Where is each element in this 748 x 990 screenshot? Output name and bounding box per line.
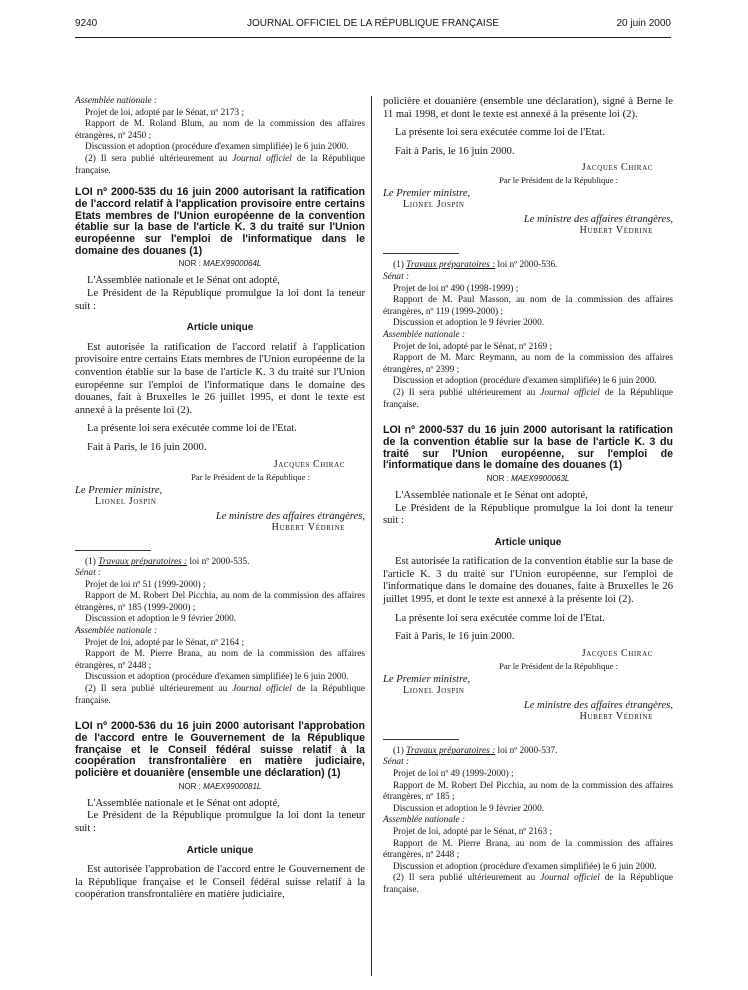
law-535-nor xyxy=(75,259,365,268)
left-column xyxy=(75,96,365,902)
page-number: 9240 xyxy=(75,18,98,29)
note-line: Rapport de M. Robert Del Picchia, au nom de la commission des affaires étrangères, nº 185 (1999-2000) ; xyxy=(75,591,365,613)
note-line: Rapport de M. Marc Reymann, au nom de la commission des affaires étrangères, nº 2399 ; xyxy=(383,353,673,375)
note-line: Discussion et adoption le 9 février 2000. xyxy=(393,803,545,814)
law-536-nor xyxy=(75,782,365,791)
note-line: Rapport de M. Roland Blum, au nom de la commission des affaires étrangères, nº 2450 ; xyxy=(75,119,365,141)
note-text: de la République française. xyxy=(383,873,674,895)
note-line: Projet de loi nº 490 (1998-1999) ; xyxy=(393,283,519,294)
law-paragraph: Fait à Paris, le 16 juin 2000. xyxy=(87,441,207,453)
signature-pm-title: Le Premier ministre, xyxy=(383,673,471,685)
note-line: Discussion et adoption (procédure d'examen simplifiée) le 6 juin 2000. xyxy=(393,861,657,872)
law-537-nor xyxy=(383,474,673,483)
note-heading-assemblee: Assemblée nationale : xyxy=(383,329,466,340)
law-paragraph: Le Président de la République promulgue la loi dont la teneur suit : xyxy=(383,502,673,527)
footnote-marker: (1) xyxy=(393,745,404,756)
signature-minister-name: Hubert Védrine xyxy=(579,225,653,237)
law-536-body xyxy=(75,798,365,902)
signature-pm-name: Lionel Jospin xyxy=(403,684,465,696)
signature-minister-name: Hubert Védrine xyxy=(579,710,653,722)
law-537-body xyxy=(383,490,673,644)
footnote-2 xyxy=(75,684,365,707)
law-paragraph: L'Assemblée nationale et le Sénat ont adopté, xyxy=(87,275,280,287)
signature-president: Jacques Chirac xyxy=(273,458,345,470)
note-line: Projet de loi nº 51 (1999-2000) ; xyxy=(85,579,206,590)
footnote-label: Travaux préparatoires : xyxy=(406,745,496,756)
signature-pm-title: Le Premier ministre, xyxy=(383,188,471,200)
note-journal: Journal officiel xyxy=(540,873,600,884)
note-heading-assemblee: Assemblée nationale : xyxy=(75,626,158,637)
law-535-footnotes xyxy=(75,557,365,708)
note-publication xyxy=(75,154,365,177)
note-heading-senat: Sénat : xyxy=(383,271,410,282)
law-paragraph: La présente loi sera exécutée comme loi de l'Etat. xyxy=(395,127,605,139)
note-text: (2) Il sera publié ultérieurement au xyxy=(85,684,228,695)
footnote-1 xyxy=(383,260,673,272)
footnote-rule xyxy=(383,253,459,254)
note-text: (2) Il sera publié ultérieurement au xyxy=(393,873,536,884)
note-journal: Journal officiel xyxy=(232,153,292,164)
footnote-rule xyxy=(383,739,459,740)
note-line: Projet de loi nº 49 (1999-2000) ; xyxy=(393,769,514,780)
law-paragraph: policière et douanière (ensemble une déclaration), signé à Berne le 11 mai 1998, et dont le texte est annexé à la présente loi (2). xyxy=(383,96,673,120)
right-column xyxy=(383,96,673,897)
signature-pm-name: Lionel Jospin xyxy=(403,199,465,211)
signature-president: Jacques Chirac xyxy=(581,647,653,659)
note-heading-senat: Sénat : xyxy=(383,757,410,768)
law-paragraph: Est autorisée la ratification de l'accord relatif à l'application provisoire entre certains Etats membres de l'Union européenne de la convention établie sur la base de l'article K. 3 du traité sur l'Union européenne sur l'emploi de l'informatique dans le domaine des douanes, fait à Bruxelles le 26 juillet 1995, et dont le texte est annexé à la présente loi (2). xyxy=(75,341,365,416)
law-paragraph: La présente loi sera exécutée comme loi de l'Etat. xyxy=(87,423,297,435)
nor-code: MAEX9900064L xyxy=(203,259,262,269)
note-line: Discussion et adoption (procédure d'examen simplifiée) le 6 juin 2000. xyxy=(85,672,349,683)
note-line: Rapport de M. Robert Del Picchia, au nom de la commission des affaires étrangères, nº 185 ; xyxy=(383,780,673,803)
header-rule xyxy=(75,37,671,38)
note-journal: Journal officiel xyxy=(540,387,600,398)
running-header xyxy=(75,18,671,32)
signature-minister-title: Le ministre des affaires étrangères, xyxy=(523,214,673,226)
nor-label: NOR : xyxy=(178,259,201,269)
law-536-title: LOI nº 2000-536 du 16 juin 2000 autorisant l'approbation de l'accord entre le Gouvernement de la République française et le Conseil fédéral suisse relatif à la coopération transfrontalière en matière judiciaire, policière et douanière (ensemble une déclaration) (1) xyxy=(75,720,365,780)
article-heading: Article unique xyxy=(494,536,562,548)
note-line: Discussion et adoption le 9 février 2000. xyxy=(85,614,237,625)
footnote-text: loi nº 2000-536. xyxy=(497,260,558,271)
signature-minister-title: Le ministre des affaires étrangères, xyxy=(215,510,365,522)
nor-code: MAEX9900063L xyxy=(511,473,570,483)
signature-pm-title: Le Premier ministre, xyxy=(75,484,163,496)
note-line: Rapport de M. Pierre Brana, au nom de la commission des affaires étrangères, nº 2448 ; xyxy=(75,649,365,671)
note-line: Projet de loi, adopté par le Sénat, nº 2169 ; xyxy=(393,341,553,352)
law-paragraph: Est autorisée la ratification de la convention établie sur la base de l'article K. 3 du traité sur l'Union européenne, sur l'emploi de l'informatique dans le domaine des douanes, faite à Bruxelles le 26 juillet 1995, et dont le texte est annexé à la présente loi (2). xyxy=(383,556,673,606)
note-journal: Journal officiel xyxy=(232,684,292,695)
signature-minister-name: Hubert Védrine xyxy=(271,521,345,533)
signature-par: Par le Président de la République : xyxy=(499,660,618,671)
signature-pm-name: Lionel Jospin xyxy=(95,495,157,507)
law-paragraph: L'Assemblée nationale et le Sénat ont adopté, xyxy=(87,797,280,809)
footnote-1 xyxy=(383,746,673,758)
footnote-marker: (1) xyxy=(85,556,96,567)
nor-code: MAEX9900081L xyxy=(203,781,262,791)
law-535-title: LOI nº 2000-535 du 16 juin 2000 autorisant la ratification de l'accord relatif à l'application provisoire entre certains Etats membres de l'Union européenne de la convention établie sur la base de l'article K. 3 du traité sur l'Union européenne sur l'emploi de l'informatique dans le domaine des douanes (1) xyxy=(75,186,365,257)
note-line: Discussion et adoption le 9 février 2000. xyxy=(393,318,545,329)
signature-par: Par le Président de la République : xyxy=(499,175,618,186)
note-line: Projet de loi, adopté par le Sénat, nº 2173 ; xyxy=(85,107,245,118)
note-text: de la République française. xyxy=(383,387,674,410)
issue-date: 20 juin 2000 xyxy=(616,18,671,29)
note-heading-senat: Sénat : xyxy=(75,568,102,579)
law-536-footnotes xyxy=(383,260,673,411)
law-535-body xyxy=(75,275,365,454)
footnote-marker: (1) xyxy=(393,260,404,271)
note-line: Rapport de M. Pierre Brana, au nom de la commission des affaires étrangères, nº 2448 ; xyxy=(383,838,673,861)
note-line: Discussion et adoption (procédure d'examen simplifiée) le 6 juin 2000. xyxy=(85,142,349,153)
footnote-rule xyxy=(75,550,151,551)
note-text: (2) Il sera publié ultérieurement au xyxy=(85,153,228,164)
article-heading: Article unique xyxy=(186,322,254,334)
note-line: Projet de loi, adopté par le Sénat, nº 2164 ; xyxy=(85,637,245,648)
nor-label: NOR : xyxy=(486,473,509,483)
law-paragraph: Le Président de la République promulgue la loi dont la teneur suit : xyxy=(75,810,365,834)
note-line: Projet de loi, adopté par le Sénat, nº 2163 ; xyxy=(393,827,553,837)
note-text: (2) Il sera publié ultérieurement au xyxy=(393,387,536,398)
footnote-label: Travaux préparatoires : xyxy=(98,556,188,567)
previous-law-notes xyxy=(75,96,365,177)
column-divider xyxy=(371,96,372,976)
signature-par: Par le Président de la République : xyxy=(191,471,310,482)
note-heading-assemblee: Assemblée nationale : xyxy=(75,96,158,106)
nor-label: NOR : xyxy=(178,781,201,791)
law-paragraph: Est autorisée l'approbation de l'accord entre le Gouvernement de la République française et le Conseil fédéral suisse relatif à la coopération transfrontalière en matière judiciaire, xyxy=(75,864,365,901)
signature-president: Jacques Chirac xyxy=(581,162,653,174)
footnote-2 xyxy=(383,388,673,411)
law-paragraph: La présente loi sera exécutée comme loi de l'Etat. xyxy=(395,612,605,624)
footnote-2 xyxy=(383,873,673,896)
note-text: de la République française. xyxy=(75,684,366,706)
note-text: de la République française. xyxy=(75,153,366,176)
footnote-1 xyxy=(75,557,365,569)
footnote-text: loi nº 2000-535. xyxy=(189,556,250,567)
law-paragraph: Fait à Paris, le 16 juin 2000. xyxy=(395,145,515,157)
law-paragraph: L'Assemblée nationale et le Sénat ont adopté, xyxy=(395,489,588,501)
note-line: Discussion et adoption (procédure d'examen simplifiée) le 6 juin 2000. xyxy=(393,376,657,387)
note-heading-assemblee: Assemblée nationale : xyxy=(383,815,466,826)
footnote-label: Travaux préparatoires : xyxy=(406,260,496,271)
signature-minister-title: Le ministre des affaires étrangères, xyxy=(523,699,673,711)
article-heading: Article unique xyxy=(186,844,254,856)
law-537-title: LOI nº 2000-537 du 16 juin 2000 autorisant la ratification de la convention établie sur la base de l'article K. 3 du traité sur l'Union européenne, sur l'emploi de l'informatique dans le domaine des douanes (1) xyxy=(383,424,673,472)
footnote-text: loi nº 2000-537. xyxy=(497,745,558,756)
law-paragraph: Fait à Paris, le 16 juin 2000. xyxy=(395,631,515,643)
law-paragraph: Le Président de la République promulgue la loi dont la teneur suit : xyxy=(75,287,365,312)
law-537-footnotes xyxy=(383,746,673,897)
law-536-body-continued xyxy=(383,96,673,158)
note-line: Rapport de M. Paul Masson, au nom de la commission des affaires étrangères, nº 119 (1999-2000) ; xyxy=(383,295,673,317)
journal-title: JOURNAL OFFICIEL DE LA RÉPUBLIQUE FRANÇAISE xyxy=(246,18,500,29)
